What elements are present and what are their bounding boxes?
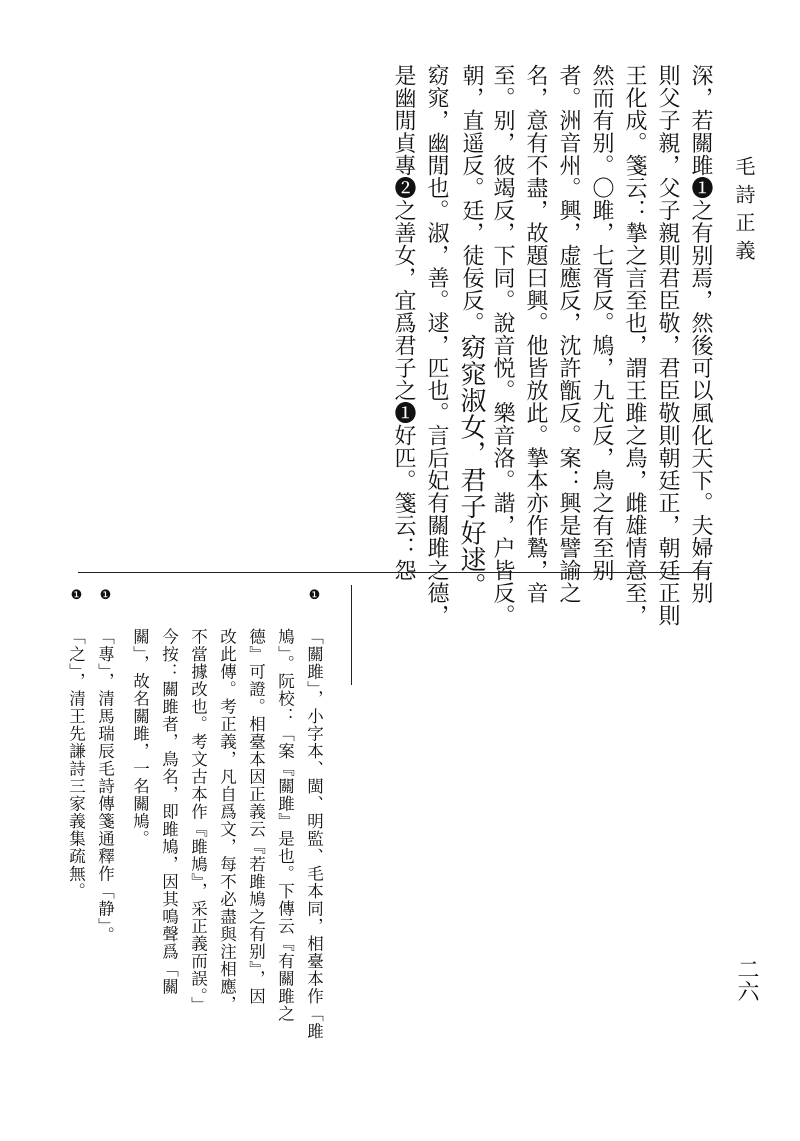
main-text-column-3: 王化成。箋云：摯之言至也，謂王雎之鳥，雌雄情意至， — [622, 64, 647, 627]
main-text-column-10: 是幽閒貞專❷之善女，宜爲君子之❶好匹。箋云：怨 — [391, 64, 416, 582]
note-1-line-1: 「關雎」，小字本、閩、明監、毛本同，相臺本作「雎 — [304, 628, 324, 1040]
note-1-line-7: 關」，故名關雎，一名關鳩。 — [130, 628, 150, 848]
main-text-column-7: 至。别，彼竭反，下同。說音悦。樂音洛。諧，户皆反。 — [490, 64, 515, 627]
note-1-line-5: 不當據改也。考文古本作『雎鳩』，采正義而誤。」 — [188, 628, 208, 1014]
note-2-marker: ❶ — [98, 588, 113, 603]
main-text-column-8 — [458, 64, 484, 599]
footnote-divider — [78, 572, 710, 573]
main-text-column-1: 深，若關雎❶之有别焉，然後可以風化天下。夫婦有别 — [688, 64, 713, 604]
commentary-segment: 朝，直遥反。廷，徒佞反。 — [459, 64, 484, 334]
main-text-column-6: 名，意有不盡，故題曰興。他皆放此。摯本亦作鷙，音 — [523, 64, 548, 604]
note-1-line-4: 改此傳。考正義，凡自爲文，每不必盡與注相應， — [217, 628, 237, 1013]
note-1-line-6: 今按：關雎者，鳥名，即雎鳩，因其鳴聲爲「關 — [159, 628, 179, 996]
main-text-column-2: 則父子親，父子親則君臣敬，君臣敬則朝廷正，朝廷正則 — [655, 64, 680, 627]
note-3-line-1: 「之」，清王先謙詩三家義集疏無。 — [66, 628, 86, 900]
main-text-column-5: 者。洲音州。興，虚應反，沈許甑反。案：興是譬諭之 — [556, 64, 581, 604]
main-text-column-4: 然而有别。〇雎，七胥反。鳩，九尤反，鳥之有至别 — [589, 64, 614, 582]
verse-line: 窈窕淑女，君子好逑。 — [456, 334, 486, 599]
note-1-marker: ❶ — [307, 588, 322, 603]
note-2-line-1: 「專」，清馬瑞辰毛詩傳箋通釋作「静」。 — [95, 628, 115, 944]
note-3-marker: ❶ — [69, 588, 84, 603]
main-text-column-9: 窈窕，幽閒也。淑，善。逑，匹也。言后妃有關雎之德， — [424, 64, 449, 627]
page-number: 二六 — [734, 958, 759, 1002]
note-1-line-3: 德』可證。相臺本因正義云『若雎鳩之有别』，因 — [246, 628, 266, 1005]
note-1-line-2: 鳩」。阮校：「案『關雎』是也。下傳云『有關雎之 — [275, 628, 295, 1023]
note-separator-line — [351, 585, 352, 685]
running-title: 毛詩正義 — [732, 156, 756, 268]
